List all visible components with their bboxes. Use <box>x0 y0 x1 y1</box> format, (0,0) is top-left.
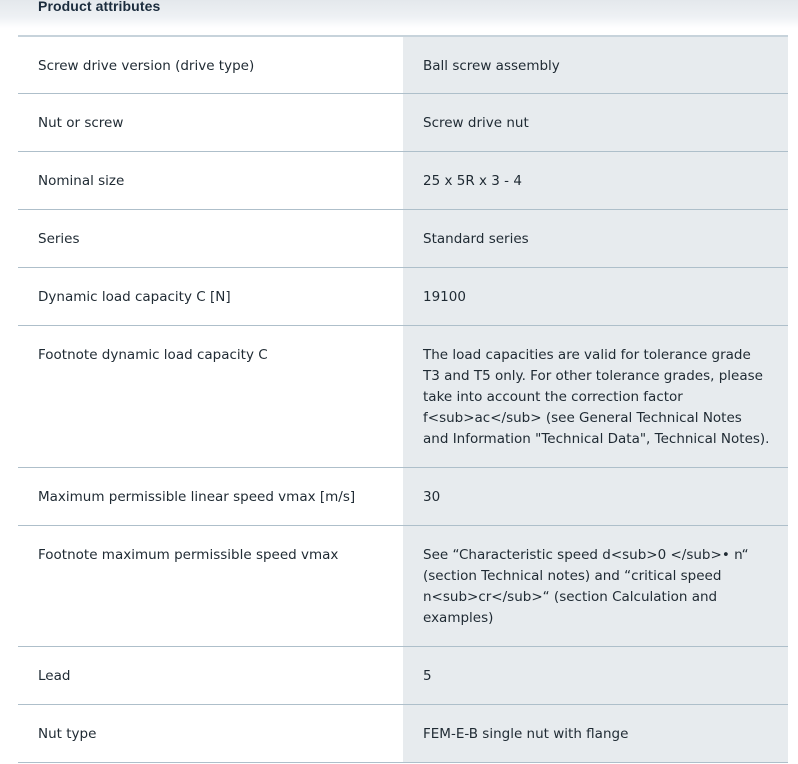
table-row <box>18 467 788 525</box>
attributes-table <box>18 35 788 763</box>
attribute-value: 5 <box>403 646 788 704</box>
attribute-label: Nut or screw <box>18 93 403 151</box>
attribute-value: Standard series <box>403 209 788 267</box>
table-row <box>18 525 788 646</box>
attribute-value: 25 x 5R x 3 - 4 <box>403 151 788 209</box>
attribute-value: The load capacities are valid for tolerance grade T3 and T5 only. For other tolerance grades, please take into account the correction factor f<sub>ac</sub> (see General Technical Notes and Information "Technical Data", Technical Notes). <box>403 325 788 467</box>
attribute-label: Dynamic load capacity C [N] <box>18 267 403 325</box>
table-row <box>18 646 788 704</box>
attribute-label: Lead <box>18 646 403 704</box>
attribute-value: Screw drive nut <box>403 93 788 151</box>
attribute-label: Series <box>18 209 403 267</box>
section-title: Product attributes <box>38 0 161 14</box>
table-row <box>18 325 788 467</box>
table-row <box>18 267 788 325</box>
attribute-value: 30 <box>403 467 788 525</box>
attribute-label: Nominal size <box>18 151 403 209</box>
attribute-label: Footnote dynamic load capacity C <box>18 325 403 467</box>
attribute-label: Screw drive version (drive type) <box>18 36 403 93</box>
attribute-label: Footnote maximum permissible speed vmax <box>18 525 403 646</box>
attribute-value: 19100 <box>403 267 788 325</box>
attribute-label: Maximum permissible linear speed vmax [m/s] <box>18 467 403 525</box>
attribute-value: FEM-E-B single nut with flange <box>403 704 788 762</box>
table-row <box>18 209 788 267</box>
section-header <box>0 0 798 28</box>
attribute-value: Ball screw assembly <box>403 36 788 93</box>
table-row <box>18 151 788 209</box>
table-row <box>18 36 788 93</box>
attribute-value: See “Characteristic speed d<sub>0 </sub>• n“ (section Technical notes) and “critical speed n<sub>cr</sub>“ (section Calculation and examples) <box>403 525 788 646</box>
table-row <box>18 704 788 762</box>
table-row <box>18 93 788 151</box>
attribute-label: Nut type <box>18 704 403 762</box>
